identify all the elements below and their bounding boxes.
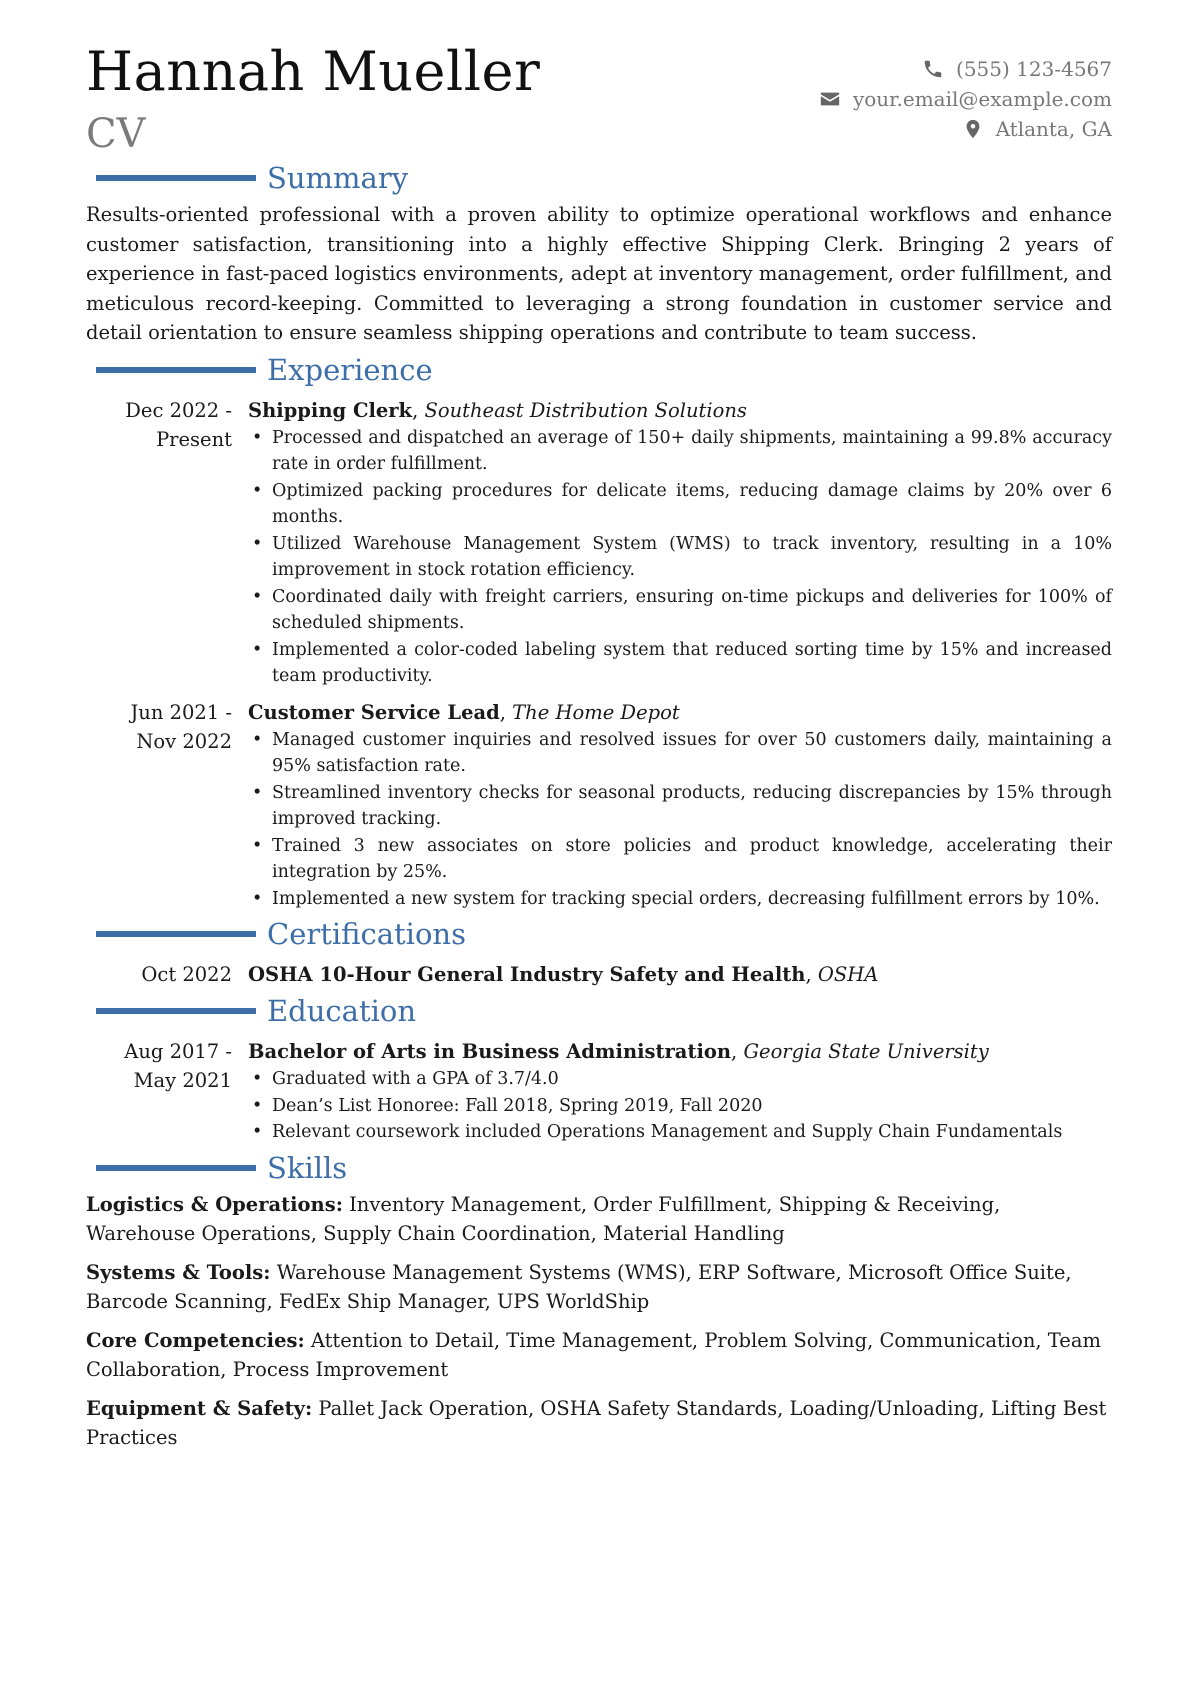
resume-page bbox=[86, 40, 1112, 1462]
certification-issuer: OSHA bbox=[817, 963, 879, 986]
contact-info bbox=[819, 54, 1112, 144]
summary-heading bbox=[86, 160, 1112, 200]
skill-items: Warehouse Management Systems (WMS), ERP Software, Microsoft Office Suite, Barcode Scanning, FedEx Ship Manager, UPS WorldShip bbox=[86, 1260, 1072, 1313]
job-title: Customer Service Lead, The Home Depot bbox=[248, 700, 680, 724]
section-title: Experience bbox=[267, 352, 433, 387]
skill-group bbox=[86, 1394, 1112, 1453]
list-item: • Implemented a new system for tracking special orders, decreasing fulfillment errors by 10%. bbox=[248, 886, 1112, 913]
list-item: • Relevant coursework included Operations Management and Supply Chain Fundamentals bbox=[248, 1119, 1112, 1146]
section-bar bbox=[96, 1165, 256, 1171]
section-bar bbox=[96, 1008, 256, 1014]
location-text: Atlanta, GA bbox=[995, 117, 1112, 141]
job-company: The Home Depot bbox=[512, 700, 680, 724]
section-title: Certifications bbox=[267, 917, 466, 951]
contact-location bbox=[819, 114, 1112, 144]
skill-items: Pallet Jack Operation, OSHA Safety Standards, Loading/Unloading, Lifting Best Practices bbox=[86, 1396, 1107, 1449]
education-school: Georgia State University bbox=[743, 1040, 989, 1063]
certifications-heading bbox=[86, 916, 1112, 956]
certification-date: Oct 2022 bbox=[141, 963, 232, 986]
section-bar bbox=[96, 175, 256, 181]
summary-text: Results-oriented professional with a proven ability to optimize operational workflows and enhance customer satisfaction, transitioning into a highly effective Shipping Clerk. Bringing 2 years of experience in fast-paced logistics environments, adept at inventory management, order fulfillment, and meticulous record-keeping. Committed to leveraging a strong foundation in customer service and detail orientation to ensure seamless shipping operations and contribute to team success. bbox=[86, 203, 1112, 344]
section-bar bbox=[96, 367, 256, 373]
phone-text: (555) 123-4567 bbox=[956, 57, 1112, 81]
certification-title: OSHA 10-Hour General Industry Safety and Health, OSHA bbox=[248, 963, 879, 986]
skill-group bbox=[86, 1326, 1112, 1385]
certification-name: OSHA 10-Hour General Industry Safety and Health bbox=[248, 963, 806, 986]
email-text: your.email@example.com bbox=[852, 87, 1112, 111]
job-entry bbox=[86, 396, 1112, 690]
envelope-icon bbox=[819, 88, 841, 110]
job-title: Shipping Clerk, Southeast Distribution Solutions bbox=[248, 398, 747, 422]
education-heading bbox=[86, 993, 1112, 1033]
list-item: • Implemented a color-coded labeling system that reduced sorting time by 15% and increased team productivity. bbox=[248, 637, 1112, 690]
skill-group bbox=[86, 1190, 1112, 1249]
skill-label: Equipment & Safety: bbox=[86, 1396, 313, 1420]
skill-items: Attention to Detail, Time Management, Problem Solving, Communication, Team Collaboration, Process Improvement bbox=[86, 1328, 1101, 1381]
education-degree: Bachelor of Arts in Business Administration bbox=[248, 1040, 732, 1063]
skills-heading bbox=[86, 1150, 1112, 1190]
skill-items: Inventory Management, Order Fulfillment, Shipping & Receiving, Warehouse Operations, Supply Chain Coordination, Material Handling bbox=[86, 1192, 1001, 1245]
section-bar bbox=[96, 931, 256, 937]
list-item: • Optimized packing procedures for delicate items, reducing damage claims by 20% over 6 months. bbox=[248, 478, 1112, 531]
candidate-name: Hannah Mueller bbox=[86, 40, 541, 103]
job-bullets bbox=[248, 727, 1112, 913]
job-role: Shipping Clerk bbox=[248, 398, 413, 422]
skill-label: Core Competencies: bbox=[86, 1328, 305, 1352]
education-entry bbox=[86, 1037, 1112, 1146]
list-item: • Coordinated daily with freight carriers, ensuring on-time pickups and deliveries for 100% of scheduled shipments. bbox=[248, 584, 1112, 637]
education-bullets bbox=[248, 1066, 1112, 1146]
list-item: • Graduated with a GPA of 3.7/4.0 bbox=[248, 1066, 1112, 1093]
list-item: • Utilized Warehouse Management System (WMS) to track inventory, resulting in a 10% improvement in stock rotation efficiency. bbox=[248, 531, 1112, 584]
education-title: Bachelor of Arts in Business Administration, Georgia State University bbox=[248, 1040, 989, 1063]
list-item: • Streamlined inventory checks for seasonal products, reducing discrepancies by 15% through improved tracking. bbox=[248, 780, 1112, 833]
contact-phone[interactable] bbox=[819, 54, 1112, 84]
job-date: Jun 2021 - Nov 2022 bbox=[130, 700, 232, 753]
skill-label: Logistics & Operations: bbox=[86, 1192, 343, 1216]
education-date: Aug 2017 - May 2021 bbox=[124, 1040, 232, 1092]
certification-entry bbox=[86, 960, 1112, 989]
job-role: Customer Service Lead bbox=[248, 700, 500, 724]
map-pin-icon bbox=[962, 118, 984, 140]
job-date: Dec 2022 - Present bbox=[125, 398, 232, 451]
list-item: • Processed and dispatched an average of 150+ daily shipments, maintaining a 99.8% accuracy rate in order fulfillment. bbox=[248, 425, 1112, 478]
list-item: • Managed customer inquiries and resolved issues for over 50 customers daily, maintaining a 95% satisfaction rate. bbox=[248, 727, 1112, 780]
document-subtitle: CV bbox=[86, 111, 146, 157]
list-item: • Trained 3 new associates on store policies and product knowledge, accelerating their integration by 25%. bbox=[248, 833, 1112, 886]
resume-header bbox=[86, 40, 1112, 158]
skill-label: Systems & Tools: bbox=[86, 1260, 271, 1284]
job-company: Southeast Distribution Solutions bbox=[424, 398, 747, 422]
list-item: • Dean’s List Honoree: Fall 2018, Spring 2019, Fall 2020 bbox=[248, 1093, 1112, 1120]
skill-group bbox=[86, 1258, 1112, 1317]
phone-icon bbox=[922, 58, 944, 80]
job-bullets bbox=[248, 425, 1112, 690]
section-title: Summary bbox=[267, 161, 409, 195]
section-title: Education bbox=[267, 994, 417, 1028]
job-entry bbox=[86, 698, 1112, 913]
contact-email[interactable] bbox=[819, 84, 1112, 114]
experience-heading bbox=[86, 352, 1112, 392]
section-title: Skills bbox=[267, 1150, 348, 1185]
